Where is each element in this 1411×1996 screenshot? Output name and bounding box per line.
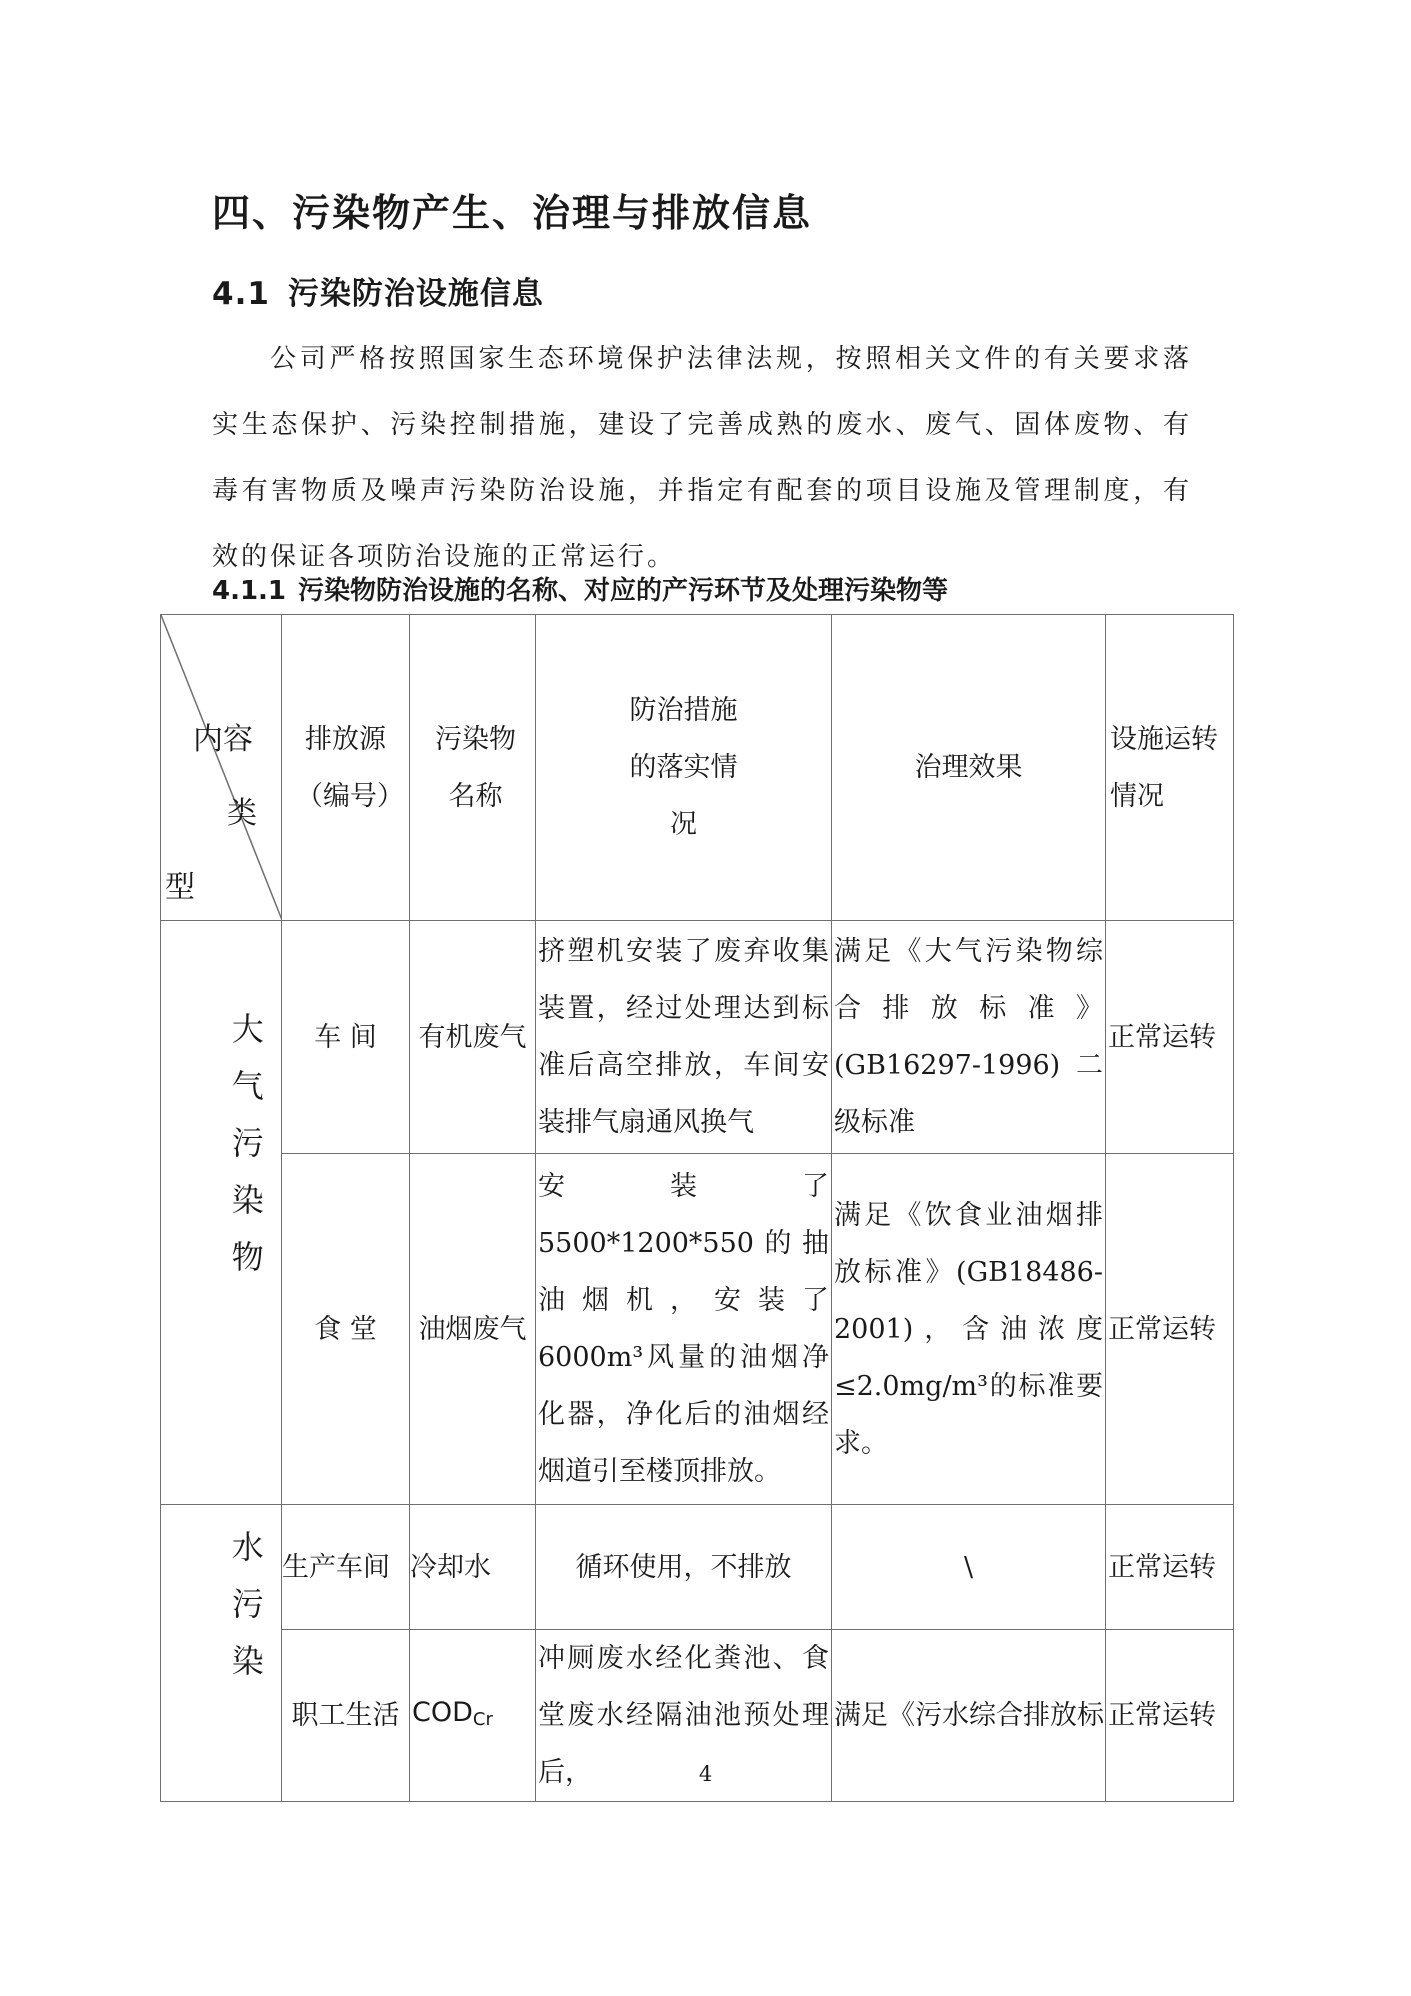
subsubsection-number: 4.1.1 — [212, 576, 287, 606]
subsubsection-heading — [212, 570, 948, 607]
subsection-title: 污染防治设施信息 — [287, 276, 544, 312]
table-row — [161, 921, 1234, 1154]
subsubsection-title: 污染物防治设施的名称、对应的产污环节及处理污染物等 — [298, 576, 949, 606]
table-row — [161, 1154, 1234, 1505]
status-cell: 正常运转 — [1106, 1505, 1234, 1630]
pollutant-cod: COD — [412, 1696, 473, 1728]
measures-cell: 冲厕废水经化粪池、食堂废水经隔油池预处理后， — [536, 1630, 832, 1802]
header-measures: 防治措施的落实情况 — [536, 615, 832, 921]
pollutant-cell: 冷却水 — [410, 1505, 536, 1630]
header-status: 设施运转情况 — [1106, 615, 1234, 921]
source-cell: 食 堂 — [282, 1154, 410, 1505]
source-cell: 车 间 — [282, 921, 410, 1154]
source-cell: 生产车间 — [282, 1505, 410, 1630]
pollutant-cod-subscript: Cr — [472, 1708, 493, 1730]
category-air — [161, 921, 282, 1505]
effect-cell: 满足《饮食业油烟排放标准》(GB18486-2001)，含油浓度≤2.0mg/m³的标准要求。 — [832, 1154, 1106, 1505]
effect-cell: 满足《污水综合排放标 — [832, 1630, 1106, 1802]
category-water — [161, 1505, 282, 1802]
effect-cell: 满足《大气污染物综合排放标准》(GB16297-1996)二级标准 — [832, 921, 1106, 1154]
source-cell: 职工生活 — [282, 1630, 410, 1802]
measures-cell: 安装了5500*1200*550的抽油烟机，安装了6000m³风量的油烟净化器，净化后的油烟经烟道引至楼顶排放。 — [536, 1154, 832, 1505]
status-cell: 正常运转 — [1106, 1154, 1234, 1505]
category-air-label: 大气污染物 — [231, 1010, 264, 1276]
status-cell: 正常运转 — [1106, 1630, 1234, 1802]
section-title: 四、污染物产生、治理与排放信息 — [212, 191, 813, 235]
subsection-heading — [212, 268, 544, 313]
effect-cell: \ — [832, 1505, 1106, 1630]
table-header-row — [161, 615, 1234, 921]
subsection-number: 4.1 — [212, 276, 270, 312]
table-row — [161, 1505, 1234, 1630]
corner-header-cell — [161, 615, 282, 921]
header-source: 排放源（编号） — [282, 615, 410, 921]
pollution-facility-table — [160, 614, 1234, 1802]
header-pollutant: 污染物名称 — [410, 615, 536, 921]
corner-content-label: 内容 — [193, 722, 253, 757]
page-number: 4 — [698, 1762, 713, 1786]
pollutant-cell: 有机废气 — [410, 921, 536, 1154]
header-effect: 治理效果 — [832, 615, 1106, 921]
corner-category-label: 类 — [227, 796, 257, 831]
category-water-label: 水污染 — [231, 1528, 264, 1680]
measures-cell: 挤塑机安装了废弃收集装置，经过处理达到标准后高空排放，车间安装排气扇通风换气 — [536, 921, 832, 1154]
measures-cell: 循环使用，不排放 — [536, 1505, 832, 1630]
status-cell: 正常运转 — [1106, 921, 1234, 1154]
intro-paragraph: 公司严格按照国家生态环境保护法律法规，按照相关文件的有关要求落实生态保护、污染控制措施，建设了完善成熟的废水、废气、固体废物、有毒有害物质及噪声污染防治设施，并指定有配套的项目设施及管理制度，有效的保证各项防治设施的正常运行。 — [212, 344, 1192, 572]
corner-type-label: 型 — [165, 870, 195, 905]
pollutant-cell: 油烟废气 — [410, 1154, 536, 1505]
